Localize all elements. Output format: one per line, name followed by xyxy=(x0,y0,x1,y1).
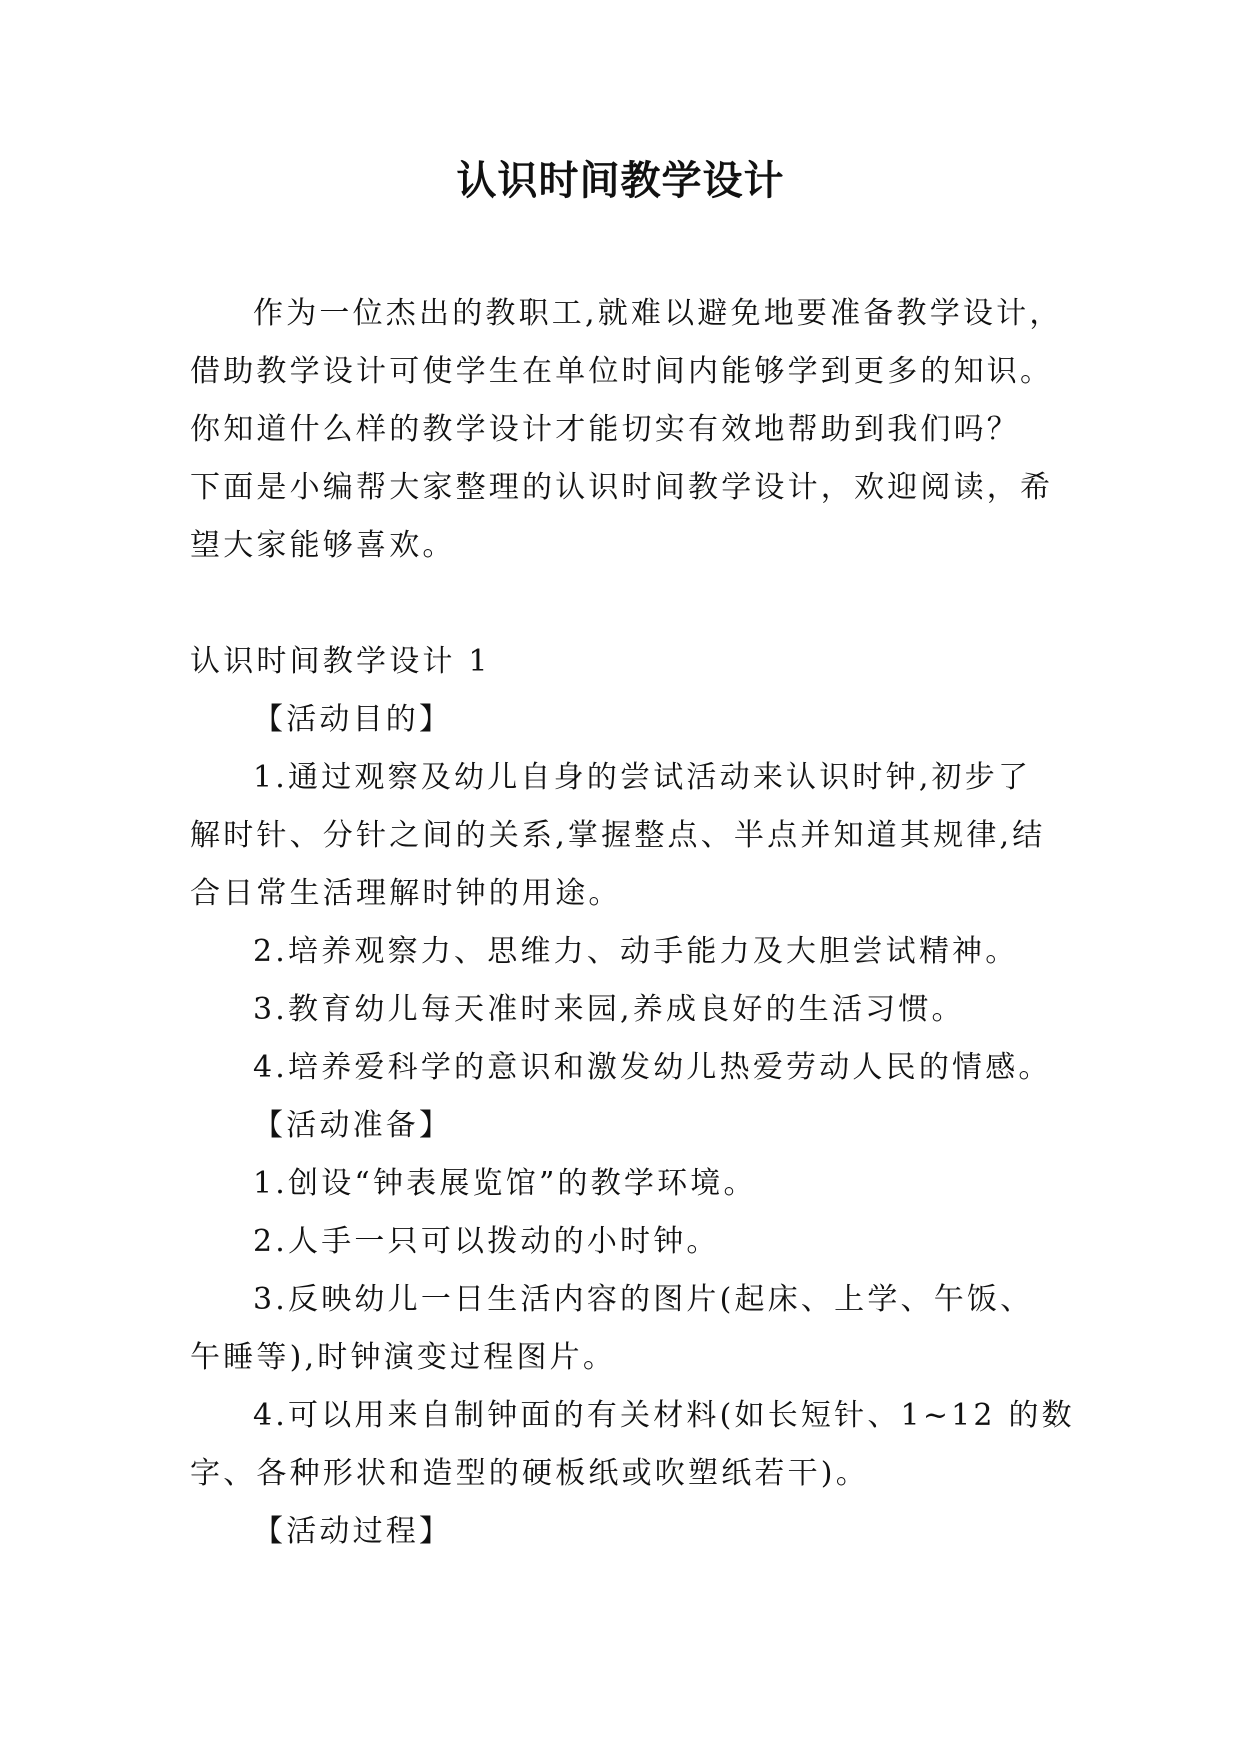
document-title: 认识时间教学设计 xyxy=(456,157,785,204)
activity-goal-line: 解时针、分针之间的关系,掌握整点、半点并知道其规律,结 xyxy=(190,818,1046,853)
intro-line: 作为一位杰出的教职工,就难以避免地要准备教学设计， xyxy=(253,296,1063,331)
activity-prep-line: 午睡等),时钟演变过程图片。 xyxy=(190,1340,617,1375)
activity-goal-line: 3.教育幼儿每天准时来园,养成良好的生活习惯。 xyxy=(253,992,965,1027)
intro-line: 你知道什么样的教学设计才能切实有效地帮助到我们吗？ xyxy=(190,412,1020,447)
section-heading: 认识时间教学设计 1 xyxy=(190,644,491,679)
activity-prep-section xyxy=(190,1097,1090,1503)
document-body xyxy=(190,285,1090,1561)
activity-goal-line: 4.培养爱科学的意识和激发幼儿热爱劳动人民的情感。 xyxy=(253,1050,1052,1085)
activity-goal-line: 合日常生活理解时钟的用途。 xyxy=(190,876,622,911)
activity-goal-line: 1.通过观察及幼儿自身的尝试活动来认识时钟,初步了 xyxy=(253,760,1032,795)
activity-prep-line: 2.人手一只可以拨动的小时钟。 xyxy=(253,1224,720,1259)
intro-line: 下面是小编帮大家整理的认识时间教学设计，欢迎阅读，希 xyxy=(190,470,1054,505)
activity-goal-label: 【活动目的】 xyxy=(253,702,453,737)
activity-prep-line: 1.创设“钟表展览馆”的教学环境。 xyxy=(253,1166,757,1201)
activity-prep-line: 4.可以用来自制钟面的有关材料(如长短针、1~12 的数 xyxy=(253,1398,1075,1433)
intro-paragraph xyxy=(190,285,1090,575)
intro-line: 望大家能够喜欢。 xyxy=(190,528,456,563)
paragraph-spacer xyxy=(190,575,1090,633)
activity-prep-line: 字、各种形状和造型的硬板纸或吹塑纸若干)。 xyxy=(190,1456,869,1491)
activity-process-label: 【活动过程】 xyxy=(253,1514,453,1549)
intro-line: 借助教学设计可使学生在单位时间内能够学到更多的知识。 xyxy=(190,354,1054,389)
activity-prep-label: 【活动准备】 xyxy=(253,1108,453,1143)
activity-process-section xyxy=(190,1503,1090,1561)
activity-prep-line: 3.反映幼儿一日生活内容的图片(起床、上学、午饭、 xyxy=(253,1282,1034,1317)
activity-goal-line: 2.培养观察力、思维力、动手能力及大胆尝试精神。 xyxy=(253,934,1019,969)
activity-goal-section xyxy=(190,691,1090,1097)
